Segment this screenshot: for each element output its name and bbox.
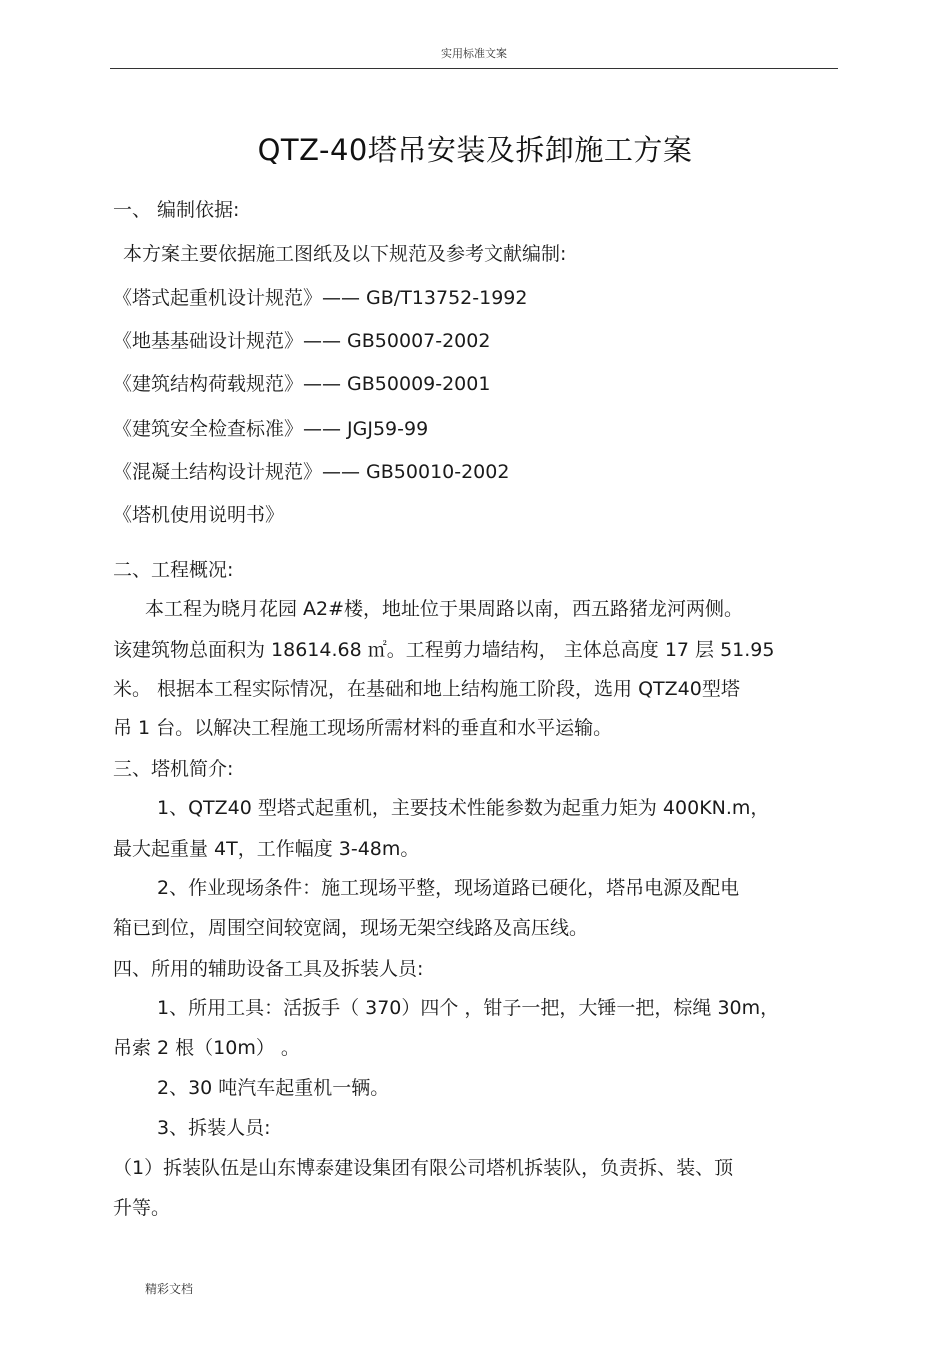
paragraph-line: 2、作业现场条件：施工现场平整，现场道路已硬化，塔吊电源及配电 bbox=[157, 877, 740, 899]
paragraph-line: 米。 根据本工程实际情况，在基础和地上结构施工阶段，选用 QTZ40型塔 bbox=[113, 678, 740, 700]
reference-item: 《地基基础设计规范》—— GB50007-2002 bbox=[113, 330, 491, 352]
reference-item: 《建筑安全检查标准》—— JGJ59-99 bbox=[113, 418, 429, 440]
paragraph-line: 最大起重量 4T，工作幅度 3-48m。 bbox=[113, 838, 420, 860]
paragraph-line: 升等。 bbox=[113, 1197, 171, 1219]
paragraph-line: 吊 1 台。以解决工程施工现场所需材料的垂直和水平运输。 bbox=[113, 717, 613, 739]
section-1-heading: 一、 编制依据: bbox=[113, 199, 240, 221]
reference-item: 《混凝土结构设计规范》—— GB50010-2002 bbox=[113, 461, 510, 483]
paragraph-line: 本工程为晓月花园 A2#楼，地址位于果周路以南，西五路猪龙河两侧。 bbox=[145, 598, 744, 620]
paragraph-line: 1、QTZ40 型塔式起重机，主要技术性能参数为起重力矩为 400KN.m， bbox=[157, 797, 770, 819]
section-4-heading: 四、所用的辅助设备工具及拆装人员: bbox=[113, 958, 424, 980]
paragraph-line: 吊索 2 根（10m） 。 bbox=[113, 1037, 300, 1059]
section-1-intro: 本方案主要依据施工图纸及以下规范及参考文献编制: bbox=[123, 243, 567, 265]
paragraph-line: 3、拆装人员: bbox=[157, 1117, 271, 1139]
page-header: 实用标准文案 bbox=[110, 40, 838, 69]
page-footer: 精彩文档 bbox=[145, 1282, 194, 1296]
paragraph-line: （1）拆装队伍是山东博泰建设集团有限公司塔机拆装队，负责拆、装、顶 bbox=[113, 1157, 734, 1179]
paragraph-line: 1、所用工具：活扳手（ 370）四个 ，钳子一把，大锤一把，棕绳 30m， bbox=[157, 997, 780, 1019]
reference-item: 《建筑结构荷载规范》—— GB50009-2001 bbox=[113, 373, 491, 395]
document-title: QTZ-40塔吊安装及拆卸施工方案 bbox=[257, 133, 693, 167]
paragraph-line: 该建筑物总面积为 18614.68 ㎡。工程剪力墙结构， 主体总高度 17 层 51.95 bbox=[113, 639, 775, 661]
reference-item: 《塔式起重机设计规范》—— GB/T13752-1992 bbox=[113, 287, 528, 309]
paragraph-line: 箱已到位，周围空间较宽阔，现场无架空线路及高压线。 bbox=[113, 917, 589, 939]
section-3-heading: 三、塔机简介: bbox=[113, 758, 234, 780]
section-2-heading: 二、工程概况: bbox=[113, 559, 234, 581]
reference-item: 《塔机使用说明书》 bbox=[113, 504, 285, 526]
paragraph-line: 2、30 吨汽车起重机一辆。 bbox=[157, 1077, 390, 1099]
